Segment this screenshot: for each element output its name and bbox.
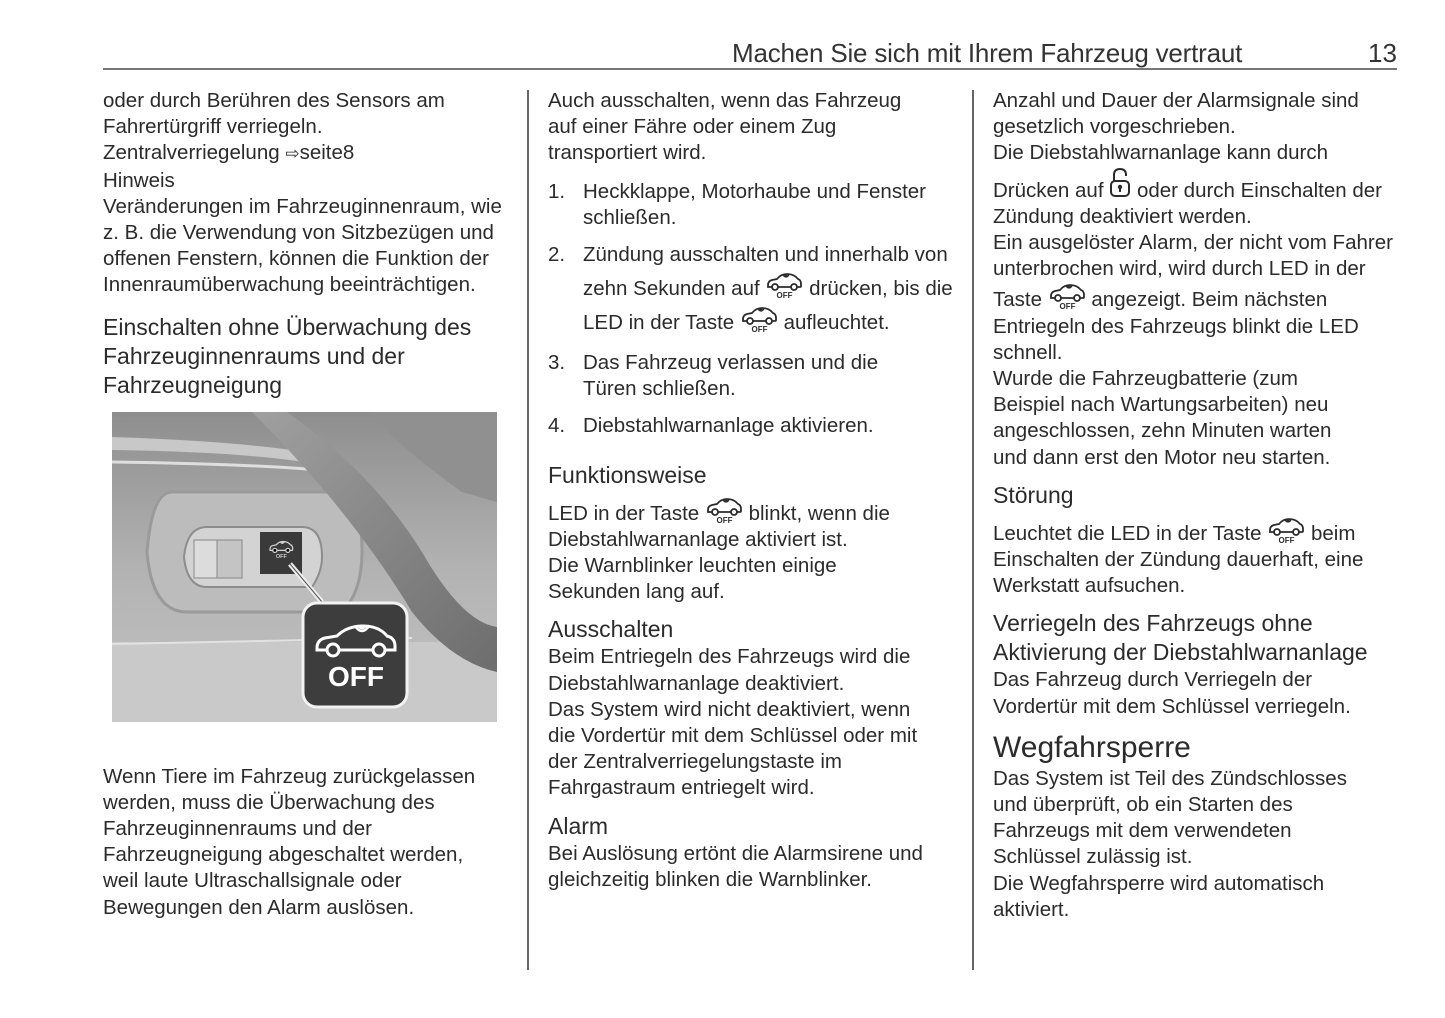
heading-alarm: Alarm bbox=[548, 812, 609, 839]
svg-text:OFF: OFF bbox=[328, 660, 384, 692]
paragraph: Das System ist Teil des Zündschlosses und überprüft, ob ein Starten des Fahrzeugs mit dem verwendeten Schlüssel zulässig ist. bbox=[993, 766, 1347, 869]
paragraph: Die Diebstahlwarnanlage kann durch Drücken auf oder durch Einschalten der Zündung deaktiviert werden. bbox=[993, 141, 1382, 228]
steps-list bbox=[548, 179, 958, 440]
list-item: 1. Heckklappe, Motorhaube und Fenster schließen. bbox=[548, 179, 927, 229]
heading-stoerung: Störung bbox=[993, 481, 1074, 508]
paragraph: oder durch Berühren des Sensors am Fahrertürgriff verriegeln. bbox=[103, 89, 445, 139]
list-item: 3. Das Fahrzeug verlassen und die Türen schließen. bbox=[548, 351, 879, 401]
column-1 bbox=[103, 88, 513, 921]
header-rule bbox=[103, 68, 1397, 70]
column-divider-1 bbox=[527, 90, 529, 970]
list-item: 4. Diebstahlwarnanlage aktivieren. bbox=[548, 414, 874, 438]
note-label: Hinweis bbox=[103, 168, 175, 192]
cross-reference-link[interactable]: seite8 bbox=[299, 141, 355, 165]
unlock-padlock-icon bbox=[1109, 167, 1131, 199]
paragraph: Leuchtet die LED in der Taste beim Einschalten der Zündung dauerhaft, eine Werkstatt aufsuchen. bbox=[993, 516, 1398, 600]
list-item: 2. Zündung ausschalten und innerhalb von zehn Sekunden auf drücken, bis die LED in der Taste aufleuchtet. bbox=[548, 243, 953, 335]
heading-ausschalten: Ausschalten bbox=[548, 616, 674, 643]
page-number: 13 bbox=[1368, 38, 1397, 68]
note-text: Veränderungen im Fahrzeuginnenraum, wie z. B. die Verwendung von Sitzbezügen und offenen Fenstern, können die Funktion der Innenraumüberwachung beeinträchtigen. bbox=[103, 194, 502, 297]
heading-wegfahrsperre: Wegfahrsperre bbox=[993, 730, 1191, 764]
intro-paragraph: Auch ausschalten, wenn das Fahrzeug auf einer Fähre oder einem Zug transportiert wird. bbox=[548, 89, 902, 165]
heading-verriegeln: Verriegeln des Fahrzeugs ohne Aktivierung der Diebstahlwarnanlage bbox=[993, 610, 1368, 666]
page-header-title: Machen Sie sich mit Ihrem Fahrzeug vertraut bbox=[732, 38, 1243, 68]
car-alarm-off-icon bbox=[740, 305, 778, 333]
paragraph: Bei Auslösung ertönt die Alarmsirene und gleichzeitig blinken die Warnblinker. bbox=[548, 841, 923, 891]
dashboard-button-illustration bbox=[112, 412, 497, 722]
paragraph: Das Fahrzeug durch Verriegeln der Vordertür mit dem Schlüssel verriegeln. bbox=[993, 668, 1351, 718]
column-2 bbox=[548, 88, 958, 893]
paragraph: Anzahl und Dauer der Alarmsignale sind gesetzlich vorgeschrieben. bbox=[993, 89, 1359, 139]
paragraph: Ein ausgelöster Alarm, der nicht vom Fahrer unterbrochen wird, wird durch LED in der Taste angezeigt. Beim nächsten Entriegeln des Fahrzeugs blinkt die LED schnell. bbox=[993, 231, 1393, 364]
cross-reference: Zentralverriegelung ⇨seite8 bbox=[103, 141, 355, 165]
car-alarm-off-icon bbox=[1267, 516, 1305, 544]
paragraph: Beim Entriegeln des Fahrzeugs wird die Diebstahlwarnanlage deaktiviert. bbox=[548, 645, 911, 695]
paragraph: Die Wegfahrsperre wird automatisch aktiviert. bbox=[993, 871, 1325, 921]
paragraph: LED in der Taste blinkt, wenn die Diebstahlwarnanlage aktiviert ist. bbox=[548, 496, 958, 553]
heading-funktionsweise: Funktionsweise bbox=[548, 461, 707, 488]
paragraph: Wurde die Fahrzeugbatterie (zum Beispiel nach Wartungsarbeiten) neu angeschlossen, zehn Minuten warten und dann erst den Motor neu starten. bbox=[993, 367, 1332, 469]
car-alarm-off-icon bbox=[765, 271, 803, 299]
car-alarm-off-icon bbox=[705, 496, 743, 524]
column-divider-2 bbox=[972, 90, 974, 970]
paragraph-animals: Wenn Tiere im Fahrzeug zurückgelassen werden, muss die Überwachung des Fahrzeuginnenraums und der Fahrzeugneigung abgeschaltet werden, weil laute Ultraschallsignale oder Bewegungen den Alarm auslösen. bbox=[103, 764, 476, 919]
paragraph: Das System wird nicht deaktiviert, wenn die Vordertür mit dem Schlüssel oder mit der Zentralverriegelungstaste im Fahrgastraum entriegelt wird. bbox=[548, 697, 918, 800]
paragraph: Die Warnblinker leuchten einige Sekunden lang auf. bbox=[548, 554, 837, 604]
arrow-right-icon: ⇨ bbox=[285, 144, 300, 164]
car-alarm-off-icon bbox=[1048, 282, 1086, 310]
column-3 bbox=[993, 88, 1403, 923]
section-heading: Einschalten ohne Überwachung des Fahrzeuginnenraums und der Fahrzeugneigung bbox=[103, 313, 472, 398]
